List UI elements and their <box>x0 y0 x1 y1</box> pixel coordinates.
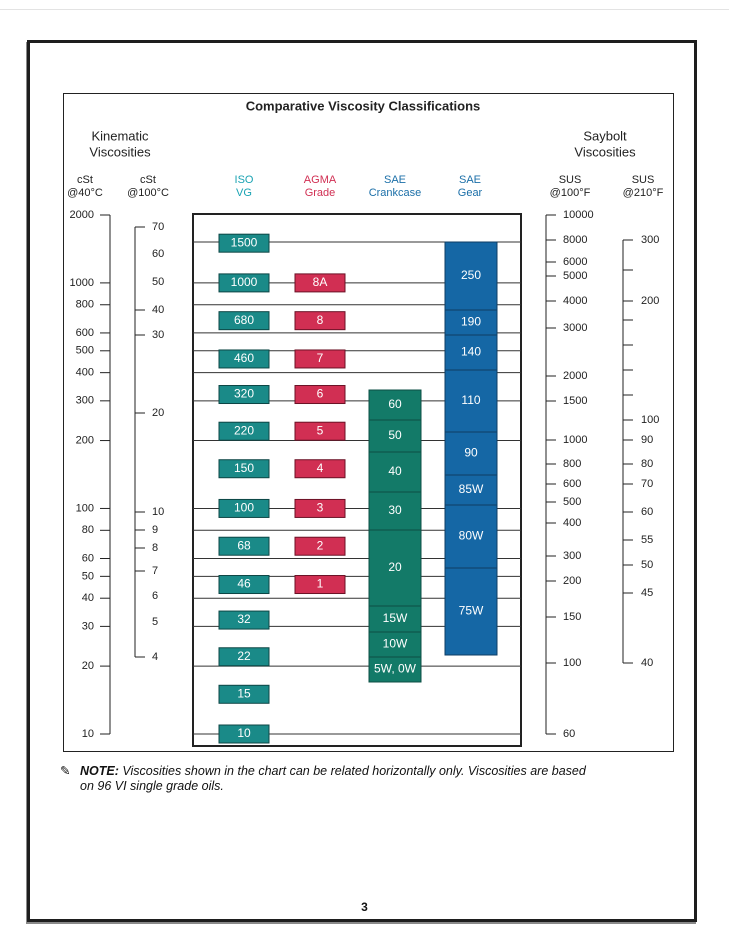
header-agma-line2: Grade <box>304 186 336 199</box>
cst100-tick-label: 70 <box>152 220 165 233</box>
agma-grade-label: 3 <box>316 500 324 515</box>
cst100-tick-label: 8 <box>152 541 159 554</box>
sus210-tick-label: 100 <box>641 413 660 426</box>
sus210-tick-label: 45 <box>641 586 654 599</box>
cst40-tick-label: 80 <box>81 524 94 537</box>
iso-vg-label: 1000 <box>230 275 258 290</box>
header-cst100-line2: @100°C <box>127 186 169 199</box>
cst40-tick-label: 1000 <box>69 276 94 289</box>
sae-gear-label: 90 <box>464 445 478 460</box>
sus100-tick-label: 5000 <box>563 269 588 282</box>
note-text-line1: Viscosities shown in the chart can be related horizontally only. Viscosities are based <box>122 764 586 778</box>
header-sae_crankcase-line1: SAE <box>383 173 407 186</box>
sus100-tick-label: 6000 <box>563 255 588 268</box>
agma-grade-label: 1 <box>316 576 324 591</box>
iso-vg-label: 46 <box>237 576 251 591</box>
note-text-line2: on 96 VI single grade oils. <box>80 779 224 793</box>
saybolt-group-label-line2: Viscosities <box>574 144 636 160</box>
sus210-tick-label: 55 <box>641 533 654 546</box>
cst100-tick-label: 50 <box>152 275 165 288</box>
iso-vg-label: 68 <box>237 538 251 553</box>
cst40-tick-label: 100 <box>75 502 94 515</box>
sus210-tick-label: 200 <box>641 294 660 307</box>
sae-gear-label: 75W <box>458 603 484 618</box>
cst40-tick-label: 20 <box>81 660 94 673</box>
sus100-tick-label: 600 <box>563 477 582 490</box>
header-sus100-line1: SUS <box>558 173 582 186</box>
sae-crankcase-label: 60 <box>388 397 402 412</box>
header-cst40-line2: @40°C <box>67 186 103 199</box>
agma-grade-label: 5 <box>316 423 324 438</box>
cst100-tick-label: 10 <box>152 505 165 518</box>
sus100-tick-label: 60 <box>563 727 576 740</box>
sus210-tick-label: 300 <box>641 233 660 246</box>
sae-gear-label: 85W <box>458 482 484 497</box>
sus100-tick-label: 4000 <box>563 294 588 307</box>
cst100-tick-label: 40 <box>152 303 165 316</box>
iso-vg-label: 15 <box>237 686 251 701</box>
sus100-tick-label: 1500 <box>563 394 588 407</box>
sae-crankcase-label: 10W <box>382 636 408 651</box>
sae-crankcase-label: 20 <box>388 560 402 575</box>
iso-vg-label: 100 <box>233 500 255 515</box>
header-sae_gear-line2: Gear <box>457 186 483 199</box>
iso-vg-label: 10 <box>237 726 251 741</box>
sus100-tick-label: 1000 <box>563 433 588 446</box>
sae-crankcase-label: 50 <box>388 428 402 443</box>
cst100-tick-label: 6 <box>152 589 159 602</box>
agma-grade-label: 7 <box>316 351 324 366</box>
sae-gear-label: 80W <box>458 528 484 543</box>
kinematic-group-label-line1: Kinematic <box>91 128 149 144</box>
sae-gear-label: 140 <box>460 344 482 359</box>
sus100-tick-label: 300 <box>563 549 582 562</box>
sae-crankcase-label: 15W <box>382 611 408 626</box>
cst100-tick-label: 7 <box>152 564 159 577</box>
viscosity-chart-svg <box>64 94 673 751</box>
agma-grade-label: 2 <box>316 538 324 553</box>
cst40-tick-label: 2000 <box>69 208 94 221</box>
saybolt-group-label-line1: Saybolt <box>583 128 627 144</box>
sus100-tick-label: 10000 <box>563 208 594 221</box>
sus210-tick-label: 50 <box>641 558 654 571</box>
cst40-tick-label: 600 <box>75 326 94 339</box>
cst40-tick-label: 50 <box>81 570 94 583</box>
cst100-tick-label: 5 <box>152 615 159 628</box>
iso-vg-label: 220 <box>233 423 255 438</box>
sus100-tick-label: 8000 <box>563 233 588 246</box>
sus210-tick-label: 40 <box>641 656 654 669</box>
cst40-tick-label: 300 <box>75 394 94 407</box>
cst100-tick-label: 30 <box>152 328 165 341</box>
agma-grade-label: 6 <box>316 386 324 401</box>
header-sae_gear-line1: SAE <box>458 173 482 186</box>
viscosity-chart <box>63 93 674 752</box>
chart-note <box>60 764 680 794</box>
sae-crankcase-label: 5W, 0W <box>373 661 417 676</box>
note-label: NOTE: <box>80 764 119 778</box>
top-divider <box>0 9 729 10</box>
cst40-tick-label: 60 <box>81 552 94 565</box>
sus100-tick-label: 200 <box>563 574 582 587</box>
sus100-tick-label: 2000 <box>563 369 588 382</box>
sus210-tick-label: 80 <box>641 457 654 470</box>
sus100-tick-label: 150 <box>563 610 582 623</box>
sus100-tick-label: 500 <box>563 495 582 508</box>
sae-gear-label: 250 <box>460 268 482 283</box>
kinematic-group-label-line2: Viscosities <box>89 144 151 160</box>
cst100-tick-label: 20 <box>152 406 165 419</box>
header-cst40-line1: cSt <box>77 173 93 186</box>
header-agma-line1: AGMA <box>303 173 337 186</box>
header-iso-line2: VG <box>236 186 252 199</box>
page-number: 3 <box>361 900 368 914</box>
cst40-tick-label: 400 <box>75 366 94 379</box>
iso-vg-label: 32 <box>237 612 251 627</box>
iso-vg-label: 22 <box>237 648 251 663</box>
iso-vg-label: 320 <box>233 386 255 401</box>
cst40-tick-label: 30 <box>81 620 94 633</box>
cst40-tick-label: 800 <box>75 298 94 311</box>
sae-gear-label: 110 <box>461 393 481 408</box>
pencil-icon: ✎ <box>60 764 71 778</box>
header-sae_crankcase-line2: Crankcase <box>368 186 422 199</box>
header-iso-line1: ISO <box>234 173 254 186</box>
iso-vg-label: 460 <box>233 351 255 366</box>
sae-gear-label: 190 <box>460 314 482 329</box>
cst100-tick-label: 9 <box>152 523 159 536</box>
cst100-tick-label: 4 <box>152 650 159 663</box>
sus210-tick-label: 70 <box>641 477 654 490</box>
cst40-tick-label: 200 <box>75 434 94 447</box>
agma-grade-label: 8 <box>316 312 324 327</box>
sus100-tick-label: 400 <box>563 516 582 529</box>
sus100-tick-label: 100 <box>563 656 582 669</box>
cst40-tick-label: 40 <box>81 592 94 605</box>
sae-crankcase-label: 40 <box>388 464 402 479</box>
header-cst100-line1: cSt <box>140 173 156 186</box>
cst40-tick-label: 500 <box>75 344 94 357</box>
iso-vg-label: 680 <box>233 312 255 327</box>
sus210-tick-label: 60 <box>641 505 654 518</box>
iso-vg-label: 150 <box>233 460 255 475</box>
agma-grade-label: 8A <box>312 275 328 290</box>
header-sus210-line1: SUS <box>631 173 655 186</box>
sus100-tick-label: 800 <box>563 457 582 470</box>
cst100-tick-label: 60 <box>152 247 165 260</box>
sus100-tick-label: 3000 <box>563 321 588 334</box>
cst40-tick-label: 10 <box>81 727 94 740</box>
sae-crankcase-label: 30 <box>388 503 402 518</box>
header-sus100-line2: @100°F <box>549 186 591 199</box>
sus210-tick-label: 90 <box>641 433 654 446</box>
header-sus210-line2: @210°F <box>622 186 664 199</box>
iso-vg-label: 1500 <box>230 235 258 250</box>
agma-grade-label: 4 <box>316 460 324 475</box>
chart-title: Comparative Viscosity Classifications <box>245 98 481 114</box>
